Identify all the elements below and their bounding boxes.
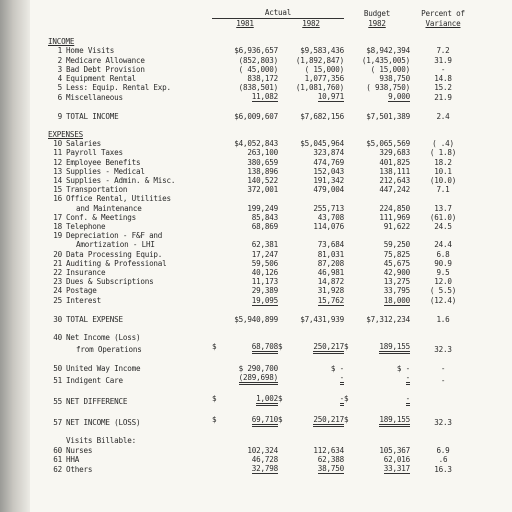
row-label: Transportation	[66, 185, 128, 195]
dollar-sign: $	[278, 342, 283, 352]
value-budget: 401,825	[379, 157, 410, 167]
value-1982: 81,031	[317, 249, 344, 259]
value-budget: $5,065,569	[366, 139, 410, 149]
value-1982: 250,217	[313, 416, 344, 427]
value-variance: (10.0)	[429, 176, 457, 185]
row-label: Bad Debt Provision	[66, 64, 145, 74]
value-1982: 87,208	[317, 258, 344, 268]
row-number: 4	[57, 74, 62, 83]
row-number: 5	[57, 83, 62, 93]
row-label: Employee Benefits	[66, 157, 141, 167]
value-1981	[212, 231, 278, 240]
value-1982: 152,043	[313, 166, 344, 176]
value-1982	[278, 194, 344, 203]
row-number	[48, 240, 66, 249]
row-number: 13	[53, 166, 62, 176]
value-budget: $8,942,394	[366, 46, 410, 56]
income-rows	[48, 46, 476, 102]
value-1982: -	[340, 395, 344, 406]
dollar-sign: $	[278, 394, 283, 403]
table-row	[48, 83, 476, 92]
value-1981	[212, 194, 278, 203]
value-1982: $7,431,939	[300, 314, 344, 324]
value-budget: ( 938,750)	[366, 83, 410, 93]
row-number: 40	[53, 333, 62, 343]
value-1981: 838,172	[247, 74, 278, 83]
value-variance: 15.2	[434, 83, 452, 93]
value-budget: 45,675	[383, 258, 410, 268]
table-row	[48, 464, 476, 474]
value-variance	[410, 394, 476, 406]
value-1981: 29,389	[251, 286, 278, 296]
table-row	[48, 46, 476, 55]
row-label: Conf. & Meetings	[66, 212, 136, 222]
table-row	[48, 231, 476, 240]
total-income-row	[48, 112, 476, 121]
table-row	[48, 277, 476, 286]
value-1981: 62,381	[251, 240, 278, 250]
table-row	[48, 185, 476, 194]
value-budget: 9,000	[388, 92, 410, 102]
value-budget: 212,643	[379, 176, 410, 185]
row-label: Auditing & Professional	[66, 258, 167, 268]
value-1981: 17,247	[251, 249, 278, 259]
row-label: Indigent Care	[66, 375, 123, 385]
value-variance: 7.2	[436, 46, 450, 56]
row-label: NET INCOME (LOSS)	[66, 417, 141, 427]
value-variance: ( .4)	[432, 139, 454, 149]
value-budget: 42,900	[383, 268, 410, 278]
value-variance: .6	[438, 454, 448, 464]
row-number: 25	[53, 296, 62, 306]
dollar-sign: $	[344, 415, 349, 425]
row-label: Amortization - LHI	[76, 240, 155, 250]
row-number: 2	[57, 55, 62, 65]
value-variance: 7.1	[436, 185, 450, 195]
row-label: Insurance	[66, 268, 106, 278]
value-1982: -	[340, 374, 344, 385]
row-number: 24	[53, 286, 62, 296]
value-1981: 11,173	[251, 277, 278, 287]
value-1981: (838,501)	[238, 83, 278, 93]
row-label: NET DIFFERENCE	[66, 396, 128, 406]
value-budget: 75,825	[383, 249, 410, 259]
value-variance: 13.7	[434, 203, 452, 213]
value-variance: ( 1.8)	[429, 148, 457, 158]
row-label: Equipment Rental	[66, 74, 136, 83]
net-income-ops-row-1	[48, 333, 476, 342]
row-label: Net Income (Loss)	[66, 333, 141, 343]
value-budget: $7,312,234	[366, 314, 410, 324]
percent-header: Percent of	[421, 8, 465, 18]
value-variance: 24.4	[434, 240, 452, 250]
value-variance: 31.9	[434, 55, 452, 65]
actual-header: Actual	[212, 8, 344, 18]
row-number: 30	[53, 314, 62, 324]
row-number: 10	[53, 139, 62, 149]
value-1982: 43,708	[317, 212, 344, 222]
table-row	[48, 213, 476, 222]
value-budget: -	[406, 395, 410, 406]
value-1982: 73,684	[317, 240, 344, 250]
row-number: 20	[53, 249, 62, 259]
value-budget: $7,501,389	[366, 111, 410, 121]
value-variance	[410, 231, 476, 240]
row-number: 51	[53, 375, 62, 385]
value-budget: 224,850	[379, 203, 410, 213]
value-1982: 46,981	[317, 268, 344, 278]
value-1981: $ 290,700	[238, 363, 278, 373]
value-1982: $5,045,964	[300, 139, 344, 149]
row-label: Payroll Taxes	[66, 148, 123, 158]
year-1981-header: 1981	[236, 18, 254, 28]
row-label: Data Processing Equip.	[66, 249, 163, 259]
row-label: Home Visits	[66, 46, 115, 56]
value-1981: 1,002	[256, 395, 278, 406]
row-label: Salaries	[66, 139, 101, 149]
header-row-2	[48, 18, 476, 28]
value-1982: 323,874	[313, 148, 344, 158]
row-number	[48, 204, 66, 213]
value-variance: 16.3	[434, 464, 452, 474]
value-variance: 18.2	[434, 157, 452, 167]
row-number: 1	[57, 46, 62, 56]
dollar-sign: $	[344, 394, 349, 403]
value-budget: 62,016	[383, 454, 410, 464]
visits-title-row	[48, 436, 476, 445]
dollar-sign: $	[212, 342, 217, 352]
value-variance: -	[440, 375, 446, 385]
table-row	[48, 176, 476, 185]
binding-shadow	[0, 0, 30, 512]
row-number: 16	[53, 194, 62, 204]
value-1981: 32,798	[251, 463, 278, 473]
value-1982: 15,762	[317, 295, 344, 305]
value-budget: 329,683	[379, 148, 410, 158]
value-1981: $4,052,843	[234, 139, 278, 149]
row-label: Dues & Subscriptions	[66, 277, 154, 287]
table-row	[48, 240, 476, 249]
value-variance: (61.0)	[429, 212, 457, 222]
row-number: 50	[53, 363, 62, 373]
value-1981: 40,126	[251, 268, 278, 278]
row-label: Medicare Allowance	[66, 55, 145, 65]
value-budget	[344, 231, 410, 240]
row-number: 60	[53, 445, 62, 455]
table-row	[48, 139, 476, 148]
row-label-cont: from Operations	[76, 345, 142, 355]
row-label: Miscellaneous	[66, 93, 123, 103]
value-1981: 11,082	[251, 92, 278, 102]
value-budget: 447,242	[379, 185, 410, 195]
value-1982: 112,634	[313, 445, 344, 455]
value-1982: $9,583,436	[300, 46, 344, 56]
net-income-row	[48, 415, 476, 427]
value-budget: 189,155	[379, 416, 410, 427]
row-number: 11	[53, 148, 62, 158]
value-budget: 18,000	[383, 295, 410, 305]
value-budget: 938,750	[379, 74, 410, 83]
value-1981: ( 45,000)	[238, 64, 278, 74]
value-1981: $6,936,657	[234, 46, 278, 56]
value-1981: 102,324	[247, 445, 278, 455]
value-budget: 33,317	[383, 463, 410, 473]
value-1982: $ -	[330, 363, 344, 373]
row-label: Office Rental, Utilities	[66, 194, 171, 204]
value-variance	[410, 194, 476, 203]
row-number: 19	[53, 231, 62, 241]
dollar-sign: $	[278, 415, 283, 425]
value-1981: 199,249	[247, 203, 278, 213]
budget-year-header: 1982	[368, 18, 386, 28]
table-row	[48, 296, 476, 306]
value-1982: 479,004	[313, 185, 344, 195]
value-1981: 380,659	[247, 157, 278, 167]
value-1982: 10,971	[317, 92, 344, 102]
table-row	[48, 148, 476, 157]
income-title: INCOME	[48, 37, 75, 47]
visit-rows	[48, 446, 476, 474]
expenses-section-title	[48, 130, 476, 139]
value-variance: 6.8	[436, 249, 450, 259]
value-1981: $6,009,607	[234, 111, 278, 121]
net-income-ops-row-2	[48, 342, 476, 354]
row-number: 55	[53, 396, 62, 406]
value-1982: 250,217	[313, 343, 344, 354]
dollar-sign: $	[212, 394, 217, 403]
value-variance: -	[440, 64, 446, 74]
value-variance: 1.6	[436, 314, 450, 324]
table-row	[48, 286, 476, 295]
income-section-title	[48, 37, 476, 46]
value-1981: 263,100	[247, 148, 278, 158]
value-variance: 14.8	[434, 74, 452, 83]
dollar-sign: $	[212, 415, 217, 425]
value-budget: 189,155	[379, 343, 410, 354]
table-row	[48, 446, 476, 455]
table-row	[48, 204, 476, 213]
value-1982: 14,872	[317, 277, 344, 287]
row-number: 22	[53, 268, 62, 278]
net-difference-row	[48, 394, 476, 406]
value-1981: (852,803)	[238, 55, 278, 65]
value-1982: 474,769	[313, 157, 344, 167]
row-label: Supplies - Admin. & Misc.	[66, 176, 176, 185]
value-variance: ( 5.5)	[429, 286, 457, 296]
value-budget: 111,969	[379, 212, 410, 222]
value-variance: 32.3	[434, 345, 452, 355]
row-number: 15	[53, 185, 62, 195]
table-row	[48, 250, 476, 259]
value-variance: 9.5	[436, 268, 450, 278]
value-budget: -	[406, 374, 410, 385]
value-variance: 32.3	[434, 417, 452, 427]
value-budget	[344, 194, 410, 203]
value-1982: ( 15,000)	[304, 64, 344, 74]
value-variance: 2.4	[436, 111, 450, 121]
row-number: 9	[57, 111, 62, 121]
financial-table	[48, 8, 476, 474]
value-1982: 191,342	[313, 176, 344, 185]
value-1982: (1,892,847)	[295, 55, 344, 65]
row-label: TOTAL INCOME	[66, 111, 119, 121]
row-label: Nurses	[66, 445, 93, 455]
value-variance: 10.1	[434, 166, 452, 176]
value-budget: 59,250	[383, 240, 410, 250]
value-1982: $7,682,156	[300, 111, 344, 121]
row-number: 17	[53, 212, 62, 222]
value-1981: $5,940,899	[234, 314, 278, 324]
indigent-care-row	[48, 373, 476, 385]
value-variance: -	[440, 363, 446, 373]
row-label: Postage	[66, 286, 97, 296]
row-label: and Maintenance	[76, 203, 142, 213]
value-1981: 19,095	[251, 295, 278, 305]
row-number: 57	[53, 417, 62, 427]
header-row-1	[48, 8, 476, 18]
value-variance: (12.4)	[429, 296, 457, 306]
year-1982-header: 1982	[302, 18, 320, 28]
expense-rows	[48, 139, 476, 305]
value-1981: 59,506	[251, 258, 278, 268]
value-budget: 105,367	[379, 445, 410, 455]
value-1981: 138,896	[247, 166, 278, 176]
row-label: Others	[66, 464, 93, 474]
value-budget: ( 15,000)	[370, 64, 410, 74]
value-1982: 1,077,356	[304, 74, 344, 83]
value-budget: 138,111	[379, 166, 410, 176]
value-1981: 68,708	[252, 343, 278, 354]
row-number: 18	[53, 222, 62, 232]
variance-header: Variance	[425, 18, 461, 28]
total-expense-row	[48, 315, 476, 324]
value-1982: (1,081,760)	[295, 83, 344, 93]
value-budget: $ -	[396, 363, 410, 373]
row-number: 62	[53, 464, 62, 474]
row-label: Depreciation - F&F and	[66, 231, 163, 241]
table-row	[48, 268, 476, 277]
table-row	[48, 455, 476, 464]
row-number: 6	[57, 93, 62, 103]
row-number: 23	[53, 277, 62, 287]
table-row	[48, 74, 476, 83]
row-label: Interest	[66, 296, 101, 306]
value-1981: 140,522	[247, 176, 278, 185]
value-budget: 13,275	[383, 277, 410, 287]
table-row	[48, 222, 476, 231]
row-label: Supplies - Medical	[66, 166, 145, 176]
value-1982: 114,076	[313, 222, 344, 232]
row-label: Less: Equip. Rental Exp.	[66, 83, 171, 93]
value-1981: 68,869	[251, 222, 278, 232]
table-row	[48, 167, 476, 176]
value-budget: 33,795	[383, 286, 410, 296]
row-label: TOTAL EXPENSE	[66, 314, 123, 324]
row-number: 12	[53, 157, 62, 167]
value-variance: 21.9	[434, 93, 452, 103]
row-number: 61	[53, 454, 62, 464]
row-label: United Way Income	[66, 363, 141, 373]
value-1982	[278, 231, 344, 240]
row-number: 3	[57, 64, 62, 74]
table-row	[48, 65, 476, 74]
value-budget: (1,435,005)	[361, 55, 410, 65]
united-way-row	[48, 364, 476, 373]
financial-statement-sheet	[30, 0, 512, 512]
table-row	[48, 259, 476, 268]
visits-title: Visits Billable:	[66, 436, 136, 446]
value-1981: 372,001	[247, 185, 278, 195]
table-row	[48, 56, 476, 65]
value-budget: 91,622	[383, 222, 410, 232]
value-1982: 62,388	[317, 454, 344, 464]
value-variance: 24.5	[434, 222, 452, 232]
value-1981: 46,728	[251, 454, 278, 464]
value-variance: 12.0	[434, 277, 452, 287]
value-variance: 90.9	[434, 258, 452, 268]
table-row	[48, 158, 476, 167]
value-1981: (289,698)	[239, 374, 278, 385]
row-number: 14	[53, 176, 62, 185]
value-1982: 38,750	[317, 463, 344, 473]
dollar-sign: $	[344, 342, 349, 352]
budget-header: Budget	[363, 8, 391, 18]
value-1981: 85,843	[251, 212, 278, 222]
row-label: Telephone	[66, 222, 106, 232]
value-variance: 6.9	[436, 445, 450, 455]
value-1982: 255,713	[313, 203, 344, 213]
row-label: HHA	[66, 454, 80, 464]
row-number: 21	[53, 258, 62, 268]
table-row	[48, 194, 476, 203]
value-1982: 31,928	[317, 286, 344, 296]
table-row	[48, 92, 476, 102]
value-1981: 69,710	[252, 416, 278, 427]
expenses-title: EXPENSES	[48, 129, 83, 139]
